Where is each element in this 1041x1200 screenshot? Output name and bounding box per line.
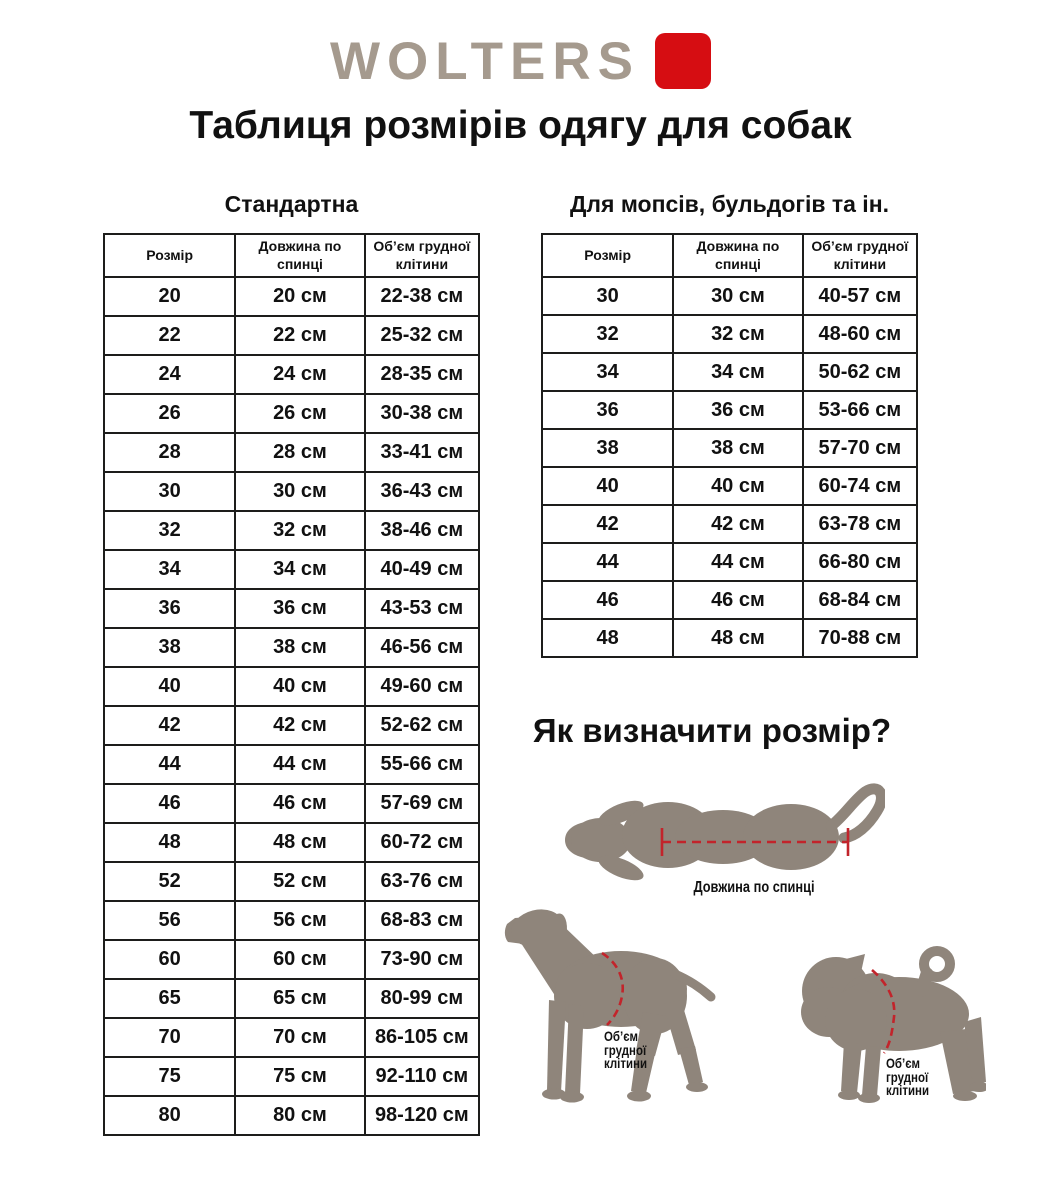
size-cell: 46 см — [673, 581, 802, 619]
size-cell: 52 — [104, 862, 235, 901]
size-row — [542, 315, 917, 353]
size-cell: 38 см — [673, 429, 802, 467]
size-cell: 73-90 см — [365, 940, 479, 979]
size-cell: 22 — [104, 316, 235, 355]
size-row — [104, 589, 479, 628]
size-row — [104, 1096, 479, 1135]
size-cell: 48 см — [673, 619, 802, 657]
header-row — [104, 234, 479, 277]
size-cell: 65 — [104, 979, 235, 1018]
size-cell: 98-120 см — [365, 1096, 479, 1135]
pug-size-table — [541, 233, 918, 658]
column-header: Об’єм грудної клітини — [803, 234, 917, 277]
size-cell: 75 — [104, 1057, 235, 1096]
dog-top-tail — [831, 789, 881, 838]
size-cell: 80 — [104, 1096, 235, 1135]
size-cell: 68-83 см — [365, 901, 479, 940]
standard-table-title: Стандартна — [224, 191, 359, 217]
size-cell: 30 — [104, 472, 235, 511]
size-cell: 42 см — [673, 505, 802, 543]
size-cell: 24 см — [235, 355, 364, 394]
dog-side-silhouette — [505, 904, 711, 1102]
size-row — [542, 429, 917, 467]
header-row — [542, 234, 917, 277]
size-cell: 80 см — [235, 1096, 364, 1135]
size-cell: 68-84 см — [803, 581, 917, 619]
size-row — [104, 667, 479, 706]
size-cell: 63-76 см — [365, 862, 479, 901]
size-cell: 57-69 см — [365, 784, 479, 823]
size-cell: 42 — [542, 505, 673, 543]
column-header: Довжина по спинці — [673, 234, 802, 277]
size-cell: 44 — [542, 543, 673, 581]
size-row — [542, 277, 917, 315]
size-cell: 30 см — [235, 472, 364, 511]
size-cell: 36 см — [673, 391, 802, 429]
column-header: Розмір — [542, 234, 673, 277]
size-cell: 32 см — [235, 511, 364, 550]
pug-size-table-section — [541, 190, 918, 658]
size-cell: 40-49 см — [365, 550, 479, 589]
size-cell: 42 — [104, 706, 235, 745]
size-cell: 66-80 см — [803, 543, 917, 581]
size-cell: 40-57 см — [803, 277, 917, 315]
size-cell: 26 см — [235, 394, 364, 433]
size-row — [104, 355, 479, 394]
size-cell: 36 — [104, 589, 235, 628]
size-cell: 70-88 см — [803, 619, 917, 657]
size-cell: 25-32 см — [365, 316, 479, 355]
back-length-label: Довжина по спинці — [693, 879, 815, 896]
size-row — [104, 901, 479, 940]
size-cell: 43-53 см — [365, 589, 479, 628]
size-cell: 40 см — [673, 467, 802, 505]
size-cell: 48 — [104, 823, 235, 862]
size-cell: 36-43 см — [365, 472, 479, 511]
guide-title: Як визначити розмір? — [532, 712, 892, 749]
size-row — [542, 391, 917, 429]
standard-size-table-section — [103, 190, 480, 1136]
size-cell: 52 см — [235, 862, 364, 901]
size-cell: 70 см — [235, 1018, 364, 1057]
size-cell: 60-72 см — [365, 823, 479, 862]
size-cell: 34 см — [673, 353, 802, 391]
size-row — [104, 1018, 479, 1057]
dog-top-view-illustration — [563, 781, 885, 881]
size-cell: 36 см — [235, 589, 364, 628]
size-cell: 30 — [542, 277, 673, 315]
size-cell: 44 см — [235, 745, 364, 784]
size-cell: 30 см — [673, 277, 802, 315]
standard-size-table — [103, 233, 480, 1136]
size-row — [542, 467, 917, 505]
brand-logo-square-icon — [655, 33, 711, 89]
size-row — [104, 550, 479, 589]
chest-girth-label-left: Об’єм грудної клітини — [604, 1028, 648, 1071]
size-cell: 48 — [542, 619, 673, 657]
size-cell: 22-38 см — [365, 277, 479, 316]
size-cell: 65 см — [235, 979, 364, 1018]
size-cell: 80-99 см — [365, 979, 479, 1018]
size-cell: 28 — [104, 433, 235, 472]
size-cell: 38 — [104, 628, 235, 667]
size-cell: 92-110 см — [365, 1057, 479, 1096]
size-cell: 26 — [104, 394, 235, 433]
column-header: Довжина по спинці — [235, 234, 364, 277]
size-cell: 60 см — [235, 940, 364, 979]
size-row — [104, 394, 479, 433]
size-cell: 30-38 см — [365, 394, 479, 433]
size-cell: 70 — [104, 1018, 235, 1057]
column-header: Об’єм грудної клітини — [365, 234, 479, 277]
size-cell: 46 — [104, 784, 235, 823]
size-row — [104, 940, 479, 979]
size-cell: 49-60 см — [365, 667, 479, 706]
size-cell: 56 см — [235, 901, 364, 940]
size-cell: 32 — [104, 511, 235, 550]
column-header: Розмір — [104, 234, 235, 277]
dog-side-view-illustration — [503, 904, 723, 1104]
dog-top-silhouette — [565, 796, 839, 881]
size-cell: 60 — [104, 940, 235, 979]
size-row — [104, 433, 479, 472]
size-cell: 40 см — [235, 667, 364, 706]
size-row — [104, 316, 479, 355]
size-cell: 44 см — [673, 543, 802, 581]
size-cell: 22 см — [235, 316, 364, 355]
pug-table-title: Для мопсів, бульдогів та ін. — [570, 191, 889, 217]
size-cell: 38-46 см — [365, 511, 479, 550]
size-cell: 50-62 см — [803, 353, 917, 391]
size-row — [104, 472, 479, 511]
size-row — [542, 543, 917, 581]
chest-girth-label-right: Об’єм грудної клітини — [886, 1055, 930, 1098]
size-cell: 86-105 см — [365, 1018, 479, 1057]
size-cell: 55-66 см — [365, 745, 479, 784]
size-row — [542, 505, 917, 543]
size-cell: 34 см — [235, 550, 364, 589]
size-row — [104, 784, 479, 823]
size-cell: 44 — [104, 745, 235, 784]
brand-header — [0, 33, 1041, 89]
size-row — [104, 979, 479, 1018]
page-title: Таблиця розмірів одягу для собак — [189, 104, 852, 147]
size-cell: 20 см — [235, 277, 364, 316]
size-cell: 48-60 см — [803, 315, 917, 353]
size-cell: 32 — [542, 315, 673, 353]
size-row — [542, 619, 917, 657]
size-row — [104, 745, 479, 784]
size-cell: 28 см — [235, 433, 364, 472]
size-cell: 40 — [104, 667, 235, 706]
size-row — [542, 581, 917, 619]
size-cell: 48 см — [235, 823, 364, 862]
size-row — [104, 511, 479, 550]
size-cell: 56 — [104, 901, 235, 940]
size-cell: 63-78 см — [803, 505, 917, 543]
size-cell: 46 см — [235, 784, 364, 823]
size-row — [104, 628, 479, 667]
size-row — [104, 706, 479, 745]
size-cell: 57-70 см — [803, 429, 917, 467]
size-cell: 38 см — [235, 628, 364, 667]
size-cell: 40 — [542, 467, 673, 505]
size-cell: 32 см — [673, 315, 802, 353]
size-row — [542, 353, 917, 391]
size-cell: 20 — [104, 277, 235, 316]
size-cell: 46-56 см — [365, 628, 479, 667]
size-cell: 36 — [542, 391, 673, 429]
size-cell: 34 — [104, 550, 235, 589]
size-cell: 33-41 см — [365, 433, 479, 472]
size-row — [104, 277, 479, 316]
size-cell: 38 — [542, 429, 673, 467]
size-cell: 75 см — [235, 1057, 364, 1096]
size-cell: 46 — [542, 581, 673, 619]
size-row — [104, 823, 479, 862]
size-cell: 53-66 см — [803, 391, 917, 429]
size-cell: 52-62 см — [365, 706, 479, 745]
size-cell: 34 — [542, 353, 673, 391]
size-row — [104, 862, 479, 901]
size-cell: 42 см — [235, 706, 364, 745]
size-cell: 60-74 см — [803, 467, 917, 505]
size-cell: 24 — [104, 355, 235, 394]
size-row — [104, 1057, 479, 1096]
brand-logo-text: WOLTERS — [329, 31, 641, 91]
size-cell: 28-35 см — [365, 355, 479, 394]
